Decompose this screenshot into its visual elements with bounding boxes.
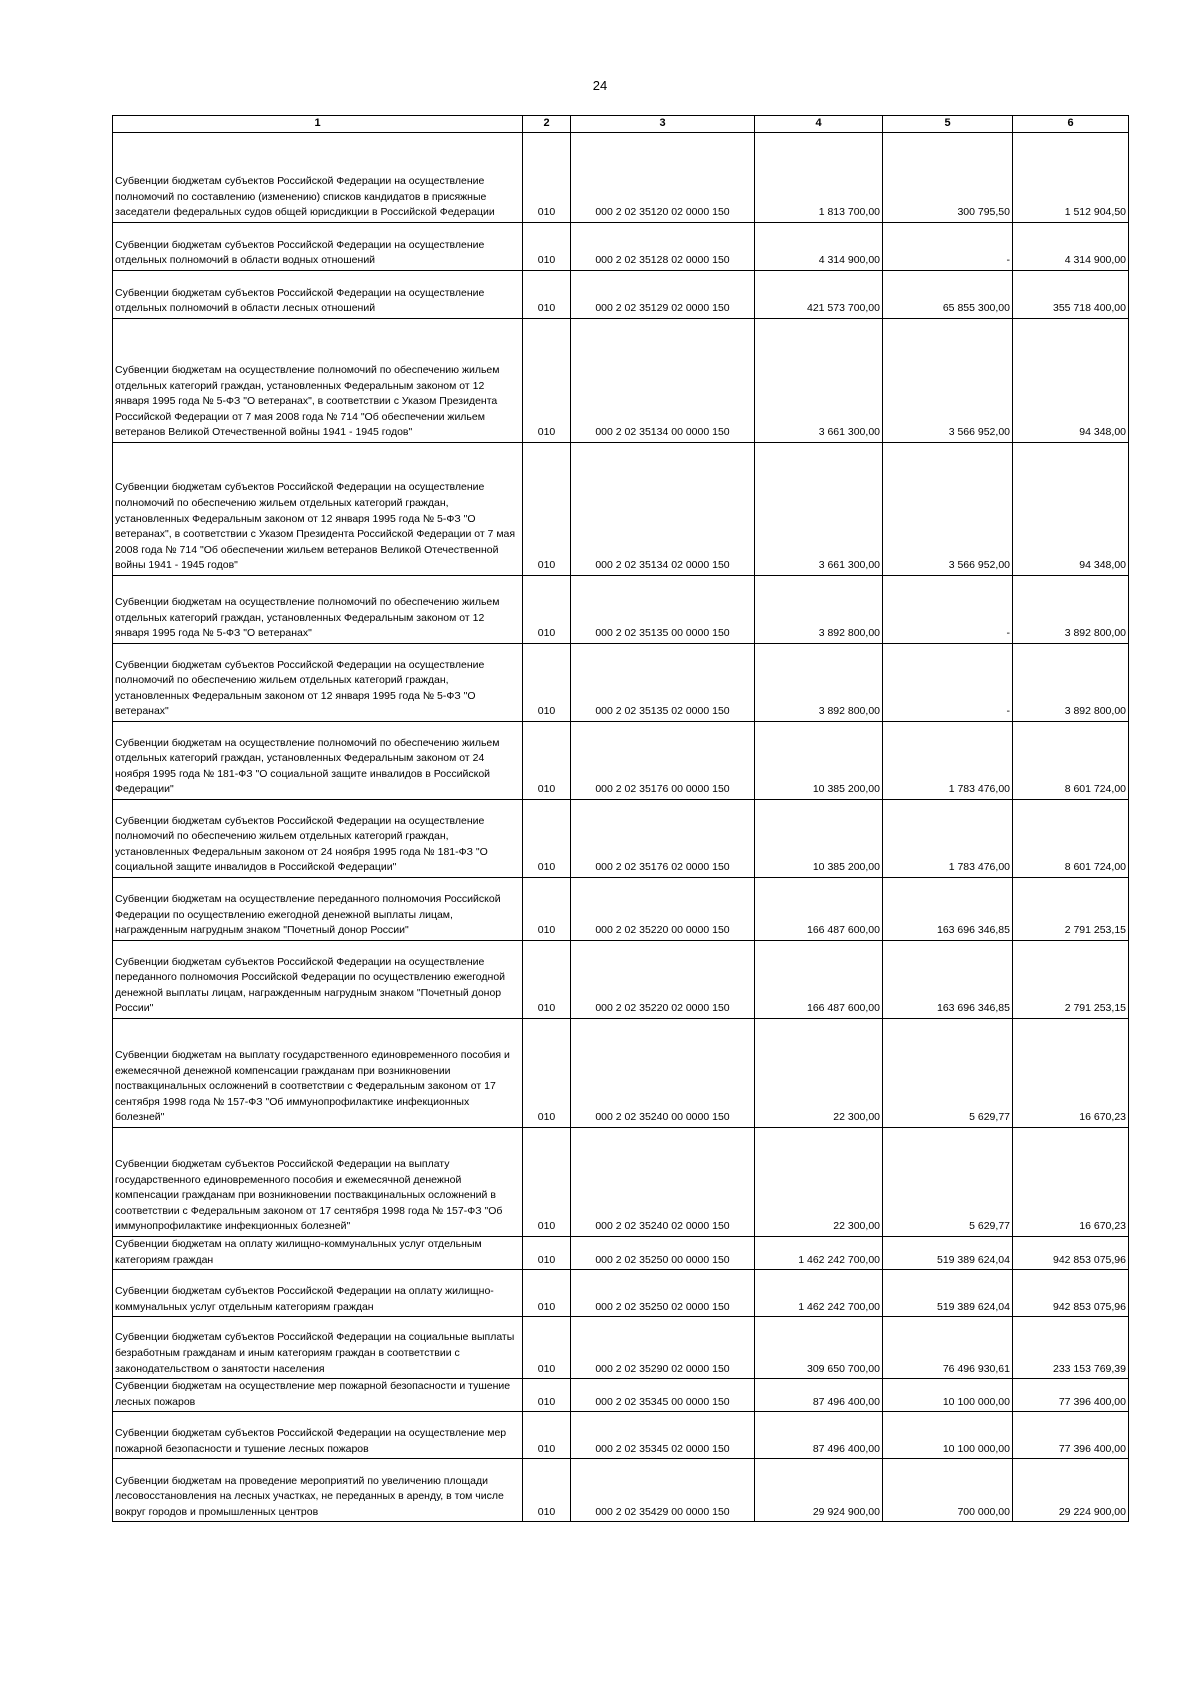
table-row (113, 722, 1129, 800)
table-row (113, 443, 1129, 576)
remaining-amount: 355 718 400,00 (1013, 271, 1129, 319)
remaining-amount: 8 601 724,00 (1013, 800, 1129, 878)
table-row (113, 319, 1129, 443)
budget-classification-code: 000 2 02 35250 02 0000 150 (571, 1270, 755, 1317)
budget-classification-code: 000 2 02 35220 00 0000 150 (571, 878, 755, 941)
budget-classification-code: 000 2 02 35135 02 0000 150 (571, 644, 755, 722)
budget-classification-code: 000 2 02 35240 02 0000 150 (571, 1128, 755, 1237)
admin-code: 010 (523, 941, 571, 1019)
planned-amount: 3 661 300,00 (755, 443, 883, 576)
remaining-amount: 16 670,23 (1013, 1019, 1129, 1128)
table-row (113, 878, 1129, 941)
admin-code: 010 (523, 1128, 571, 1237)
row-description-cell (113, 1379, 523, 1412)
budget-classification-code: 000 2 02 35290 02 0000 150 (571, 1317, 755, 1379)
executed-amount: 519 389 624,04 (883, 1237, 1013, 1270)
admin-code: 010 (523, 271, 571, 319)
executed-amount: 10 100 000,00 (883, 1412, 1013, 1459)
row-description: Субвенции бюджетам на выплату государственного единовременного пособия и ежемесячной денежной компенсации гражданам при возникновении поствакцинальных осложнений в соответствии с Федеральным законом от 17 сентября 1998 года № 157-ФЗ "Об иммунопрофилактике инфекционных болезней" (115, 1049, 510, 1124)
row-description-cell (113, 722, 523, 800)
admin-code: 010 (523, 1019, 571, 1128)
admin-code: 010 (523, 319, 571, 443)
planned-amount: 309 650 700,00 (755, 1317, 883, 1379)
budget-classification-code: 000 2 02 35120 02 0000 150 (571, 133, 755, 223)
admin-code: 010 (523, 1459, 571, 1522)
row-description: Субвенции бюджетам субъектов Российской Федерации на оплату жилищно-коммунальных услуг отдельным категориям граждан (115, 1285, 494, 1313)
row-description: Субвенции бюджетам субъектов Российской Федерации на осуществление полномочий по обеспечению жильем отдельных категорий граждан, установленных Федеральным законом от 12 января 1995 года № 5-ФЗ "О ветеранах", в соответствии с Указом Президента Российской Федерации от 7 мая 2008 года № 714 "Об обеспечении жильем ветеранов Великой Отечественной войны 1941 - 1945 годов" (115, 481, 516, 572)
planned-amount: 87 496 400,00 (755, 1379, 883, 1412)
admin-code: 010 (523, 800, 571, 878)
row-description-cell (113, 644, 523, 722)
executed-amount: 1 783 476,00 (883, 800, 1013, 878)
column-header: 2 (523, 116, 571, 133)
planned-amount: 3 661 300,00 (755, 319, 883, 443)
column-header: 1 (113, 116, 523, 133)
table-row (113, 133, 1129, 223)
admin-code: 010 (523, 133, 571, 223)
row-description-cell (113, 800, 523, 878)
row-description-cell (113, 1128, 523, 1237)
row-description-cell (113, 223, 523, 271)
row-description: Субвенции бюджетам на осуществление мер пожарной безопасности и тушение лесных пожаров (115, 1380, 511, 1408)
executed-amount: 65 855 300,00 (883, 271, 1013, 319)
admin-code: 010 (523, 722, 571, 800)
admin-code: 010 (523, 576, 571, 644)
admin-code: 010 (523, 644, 571, 722)
table-body (113, 133, 1129, 1522)
table-row (113, 1270, 1129, 1317)
budget-classification-code: 000 2 02 35134 00 0000 150 (571, 319, 755, 443)
row-description: Субвенции бюджетам субъектов Российской Федерации на осуществление переданного полномочия Российской Федерации по осуществлению ежегодной денежной выплаты лицам, награжденным нагрудным знаком "Почетный донор России" (115, 955, 506, 1015)
planned-amount: 1 462 242 700,00 (755, 1237, 883, 1270)
budget-classification-code: 000 2 02 35345 02 0000 150 (571, 1412, 755, 1459)
column-header: 6 (1013, 116, 1129, 133)
executed-amount: 3 566 952,00 (883, 443, 1013, 576)
executed-amount: 700 000,00 (883, 1459, 1013, 1522)
row-description: Субвенции бюджетам на оплату жилищно-коммунальных услуг отдельным категориям граждан (115, 1238, 482, 1266)
executed-amount: - (883, 223, 1013, 271)
remaining-amount: 942 853 075,96 (1013, 1270, 1129, 1317)
row-description: Субвенции бюджетам на осуществление полномочий по обеспечению жильем отдельных категорий граждан, установленных Федеральным законом от 12 января 1995 года № 5-ФЗ "О ветеранах", в соответствии с Указом Президента Российской Федерации от 7 мая 2008 года № 714 "Об обеспечении жильем ветеранов Великой Отечественной войны 1941 - 1945 годов" (115, 364, 500, 439)
column-header: 5 (883, 116, 1013, 133)
remaining-amount: 3 892 800,00 (1013, 644, 1129, 722)
row-description-cell (113, 133, 523, 223)
remaining-amount: 8 601 724,00 (1013, 722, 1129, 800)
remaining-amount: 4 314 900,00 (1013, 223, 1129, 271)
executed-amount: 1 783 476,00 (883, 722, 1013, 800)
executed-amount: - (883, 576, 1013, 644)
column-header: 4 (755, 116, 883, 133)
table-row (113, 800, 1129, 878)
budget-classification-code: 000 2 02 35134 02 0000 150 (571, 443, 755, 576)
executed-amount: 300 795,50 (883, 133, 1013, 223)
planned-amount: 1 813 700,00 (755, 133, 883, 223)
remaining-amount: 2 791 253,15 (1013, 941, 1129, 1019)
row-description: Субвенции бюджетам субъектов Российской Федерации на осуществление отдельных полномочий в области водных отношений (115, 238, 485, 267)
planned-amount: 22 300,00 (755, 1019, 883, 1128)
remaining-amount: 77 396 400,00 (1013, 1412, 1129, 1459)
row-description-cell (113, 1459, 523, 1522)
row-description: Субвенции бюджетам субъектов Российской Федерации на осуществление отдельных полномочий в области лесных отношений (115, 286, 485, 315)
budget-table (112, 115, 1129, 1522)
remaining-amount: 3 892 800,00 (1013, 576, 1129, 644)
row-description: Субвенции бюджетам субъектов Российской Федерации на осуществление полномочий по обеспечению жильем отдельных категорий граждан, установленных Федеральным законом от 12 января 1995 года № 5-ФЗ "О ветеранах" (115, 658, 485, 718)
planned-amount: 22 300,00 (755, 1128, 883, 1237)
row-description: Субвенции бюджетам на осуществление полномочий по обеспечению жильем отдельных категорий граждан, установленных Федеральным законом от 12 января 1995 года № 5-ФЗ "О ветеранах" (115, 596, 500, 640)
row-description: Субвенции бюджетам субъектов Российской Федерации на осуществление полномочий по обеспечению жильем отдельных категорий граждан, установленных Федеральным законом от 24 ноября 1995 года № 181-ФЗ "О социальной защите инвалидов в Российской Федерации" (115, 814, 488, 874)
row-description: Субвенции бюджетам субъектов Российской Федерации на социальные выплаты безработным гражданам и иным категориям граждан в соответствии с законодательством о занятости населения (115, 1331, 515, 1375)
row-description-cell (113, 576, 523, 644)
table-row (113, 1019, 1129, 1128)
page-number: 24 (592, 78, 608, 93)
admin-code: 010 (523, 1317, 571, 1379)
admin-code: 010 (523, 1379, 571, 1412)
table-row (113, 1317, 1129, 1379)
row-description-cell (113, 443, 523, 576)
row-description-cell (113, 1317, 523, 1379)
table-row (113, 1237, 1129, 1270)
table-row (113, 1128, 1129, 1237)
row-description: Субвенции бюджетам на осуществление переданного полномочия Российской Федерации по осуществлению ежегодной денежной выплаты лицам, награжденным нагрудным знаком "Почетный донор России" (115, 893, 501, 937)
planned-amount: 3 892 800,00 (755, 644, 883, 722)
budget-classification-code: 000 2 02 35128 02 0000 150 (571, 223, 755, 271)
planned-amount: 3 892 800,00 (755, 576, 883, 644)
executed-amount: 163 696 346,85 (883, 941, 1013, 1019)
remaining-amount: 94 348,00 (1013, 319, 1129, 443)
planned-amount: 29 924 900,00 (755, 1459, 883, 1522)
remaining-amount: 29 224 900,00 (1013, 1459, 1129, 1522)
executed-amount: 163 696 346,85 (883, 878, 1013, 941)
row-description: Субвенции бюджетам субъектов Российской Федерации на выплату государственного единовременного пособия и ежемесячной денежной компенсации гражданам при возникновении поствакцинальных осложнений в соответствии с Федеральным законом от 17 сентября 1998 года № 157-ФЗ "Об иммунопрофилактике инфекционных болезней" (115, 1158, 503, 1233)
remaining-amount: 1 512 904,50 (1013, 133, 1129, 223)
row-description: Субвенции бюджетам субъектов Российской Федерации на осуществление мер пожарной безопасности и тушение лесных пожаров (115, 1427, 507, 1455)
table-row (113, 644, 1129, 722)
table-row (113, 576, 1129, 644)
admin-code: 010 (523, 1237, 571, 1270)
row-description-cell (113, 1412, 523, 1459)
planned-amount: 10 385 200,00 (755, 800, 883, 878)
table-row (113, 271, 1129, 319)
remaining-amount: 233 153 769,39 (1013, 1317, 1129, 1379)
budget-classification-code: 000 2 02 35135 00 0000 150 (571, 576, 755, 644)
remaining-amount: 16 670,23 (1013, 1128, 1129, 1237)
table-row (113, 1412, 1129, 1459)
budget-classification-code: 000 2 02 35176 02 0000 150 (571, 800, 755, 878)
table-header-row (113, 116, 1129, 133)
executed-amount: - (883, 644, 1013, 722)
planned-amount: 166 487 600,00 (755, 878, 883, 941)
row-description-cell (113, 878, 523, 941)
planned-amount: 421 573 700,00 (755, 271, 883, 319)
executed-amount: 5 629,77 (883, 1128, 1013, 1237)
admin-code: 010 (523, 1270, 571, 1317)
admin-code: 010 (523, 443, 571, 576)
row-description-cell (113, 271, 523, 319)
budget-classification-code: 000 2 02 35220 02 0000 150 (571, 941, 755, 1019)
row-description: Субвенции бюджетам на осуществление полномочий по обеспечению жильем отдельных категорий граждан, установленных Федеральным законом от 24 ноября 1995 года № 181-ФЗ "О социальной защите инвалидов в Российской Федерации" (115, 736, 500, 796)
row-description-cell (113, 319, 523, 443)
table-row (113, 223, 1129, 271)
table-row (113, 1459, 1129, 1522)
budget-classification-code: 000 2 02 35429 00 0000 150 (571, 1459, 755, 1522)
admin-code: 010 (523, 223, 571, 271)
row-description: Субвенции бюджетам на проведение мероприятий по увеличению площади лесовосстановления на лесных участках, не переданных в аренду, в том числе вокруг городов и промышленных центров (115, 1474, 504, 1518)
row-description: Субвенции бюджетам субъектов Российской Федерации на осуществление полномочий по составлению (изменению) списков кандидатов в присяжные заседатели федеральных судов общей юрисдикции в Российской Федерации (115, 175, 495, 219)
planned-amount: 10 385 200,00 (755, 722, 883, 800)
planned-amount: 4 314 900,00 (755, 223, 883, 271)
table-row (113, 1379, 1129, 1412)
planned-amount: 1 462 242 700,00 (755, 1270, 883, 1317)
row-description-cell (113, 1237, 523, 1270)
row-description-cell (113, 941, 523, 1019)
remaining-amount: 2 791 253,15 (1013, 878, 1129, 941)
budget-classification-code: 000 2 02 35345 00 0000 150 (571, 1379, 755, 1412)
executed-amount: 5 629,77 (883, 1019, 1013, 1128)
executed-amount: 3 566 952,00 (883, 319, 1013, 443)
budget-classification-code: 000 2 02 35176 00 0000 150 (571, 722, 755, 800)
table-row (113, 941, 1129, 1019)
remaining-amount: 942 853 075,96 (1013, 1237, 1129, 1270)
budget-classification-code: 000 2 02 35240 00 0000 150 (571, 1019, 755, 1128)
admin-code: 010 (523, 878, 571, 941)
planned-amount: 87 496 400,00 (755, 1412, 883, 1459)
executed-amount: 76 496 930,61 (883, 1317, 1013, 1379)
planned-amount: 166 487 600,00 (755, 941, 883, 1019)
remaining-amount: 77 396 400,00 (1013, 1379, 1129, 1412)
remaining-amount: 94 348,00 (1013, 443, 1129, 576)
row-description-cell (113, 1019, 523, 1128)
executed-amount: 10 100 000,00 (883, 1379, 1013, 1412)
budget-classification-code: 000 2 02 35250 00 0000 150 (571, 1237, 755, 1270)
executed-amount: 519 389 624,04 (883, 1270, 1013, 1317)
budget-classification-code: 000 2 02 35129 02 0000 150 (571, 271, 755, 319)
row-description-cell (113, 1270, 523, 1317)
admin-code: 010 (523, 1412, 571, 1459)
column-header: 3 (571, 116, 755, 133)
